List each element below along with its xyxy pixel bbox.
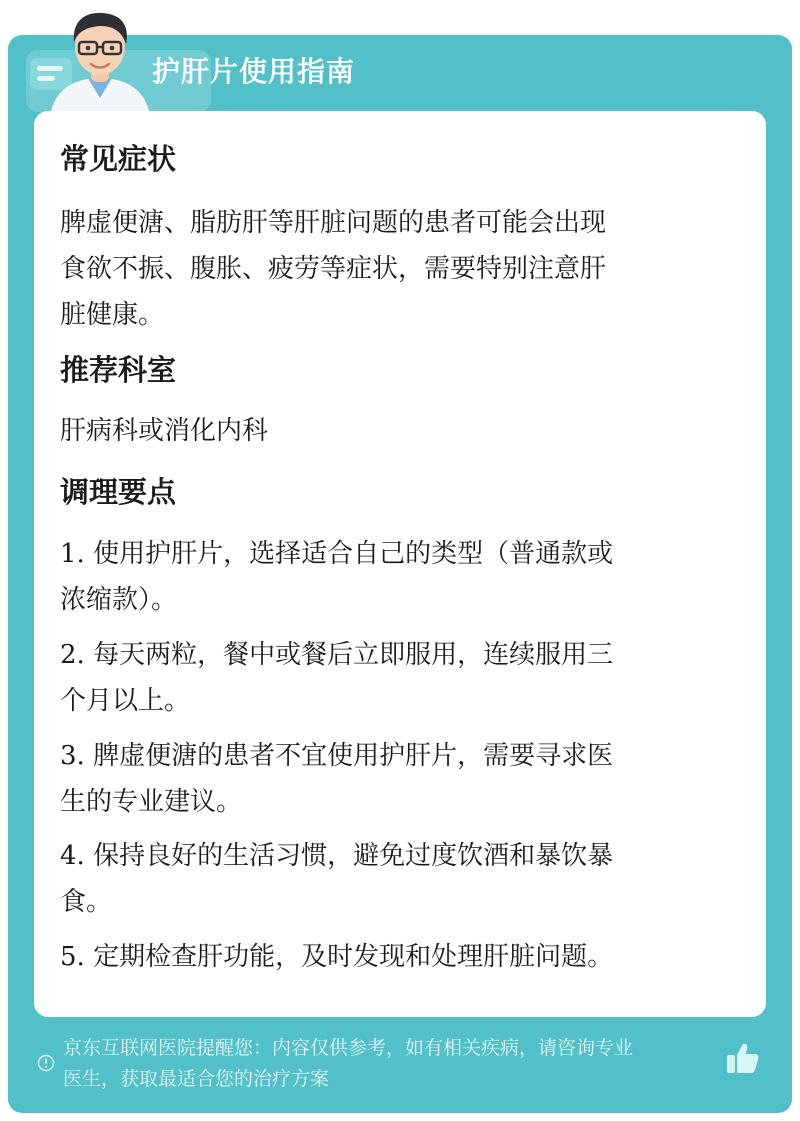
doctor-avatar-icon: [44, 6, 156, 116]
list-number: 5.: [60, 942, 85, 972]
list-text: 使用护肝片，选择适合自己的类型（普通款或: [84, 539, 614, 569]
list-number: 1.: [60, 539, 85, 569]
list-number: 4.: [60, 841, 85, 871]
care-item-1: [60, 531, 730, 623]
symptoms-line: 脾虚便溏、脂肪肝等肝脏问题的患者可能会出现: [60, 208, 607, 238]
care-item-5: [60, 934, 730, 980]
list-number: 3.: [60, 741, 85, 771]
list-text: 保持良好的生活习惯，避免过度饮酒和暴饮暴: [84, 841, 614, 871]
symptoms-heading: 常见症状: [60, 142, 177, 176]
list-text: 脾虚便溏的患者不宜使用护肝片，需要寻求医: [84, 741, 614, 771]
care-heading: 调理要点: [60, 475, 177, 509]
list-number: 2.: [60, 640, 85, 670]
symptoms-text: [60, 200, 730, 338]
disclaimer-line: 医生，获取最适合您的治疗方案: [63, 1068, 330, 1090]
department-text: 肝病科或消化内科: [60, 416, 269, 446]
care-item-2: [60, 632, 730, 724]
care-item-3: [60, 733, 730, 825]
list-text: 浓缩款）。: [60, 585, 178, 615]
care-item-4: [60, 833, 730, 925]
department-heading: 推荐科室: [60, 353, 177, 387]
list-text: 个月以上。: [60, 686, 191, 716]
symptoms-line: 脏健康。: [60, 300, 165, 330]
thumbs-up-icon[interactable]: [724, 1040, 760, 1076]
info-icon: [37, 1054, 55, 1072]
list-text: 定期检查肝功能，及时发现和处理肝脏问题。: [84, 942, 614, 972]
list-text: 每天两粒，餐中或餐后立即服用，连续服用三: [84, 640, 614, 670]
symptoms-line: 食欲不振、腹胀、疲劳等症状，需要特别注意肝: [60, 254, 607, 284]
disclaimer-text: [63, 1033, 728, 1095]
list-text: 食。: [60, 887, 113, 917]
page-title: 护肝片使用指南: [152, 55, 356, 88]
content-card: [34, 111, 766, 1017]
disclaimer-line: 京东互联网医院提醒您：内容仅供参考，如有相关疾病，请咨询专业: [63, 1037, 634, 1059]
list-text: 生的专业建议。: [60, 787, 243, 817]
